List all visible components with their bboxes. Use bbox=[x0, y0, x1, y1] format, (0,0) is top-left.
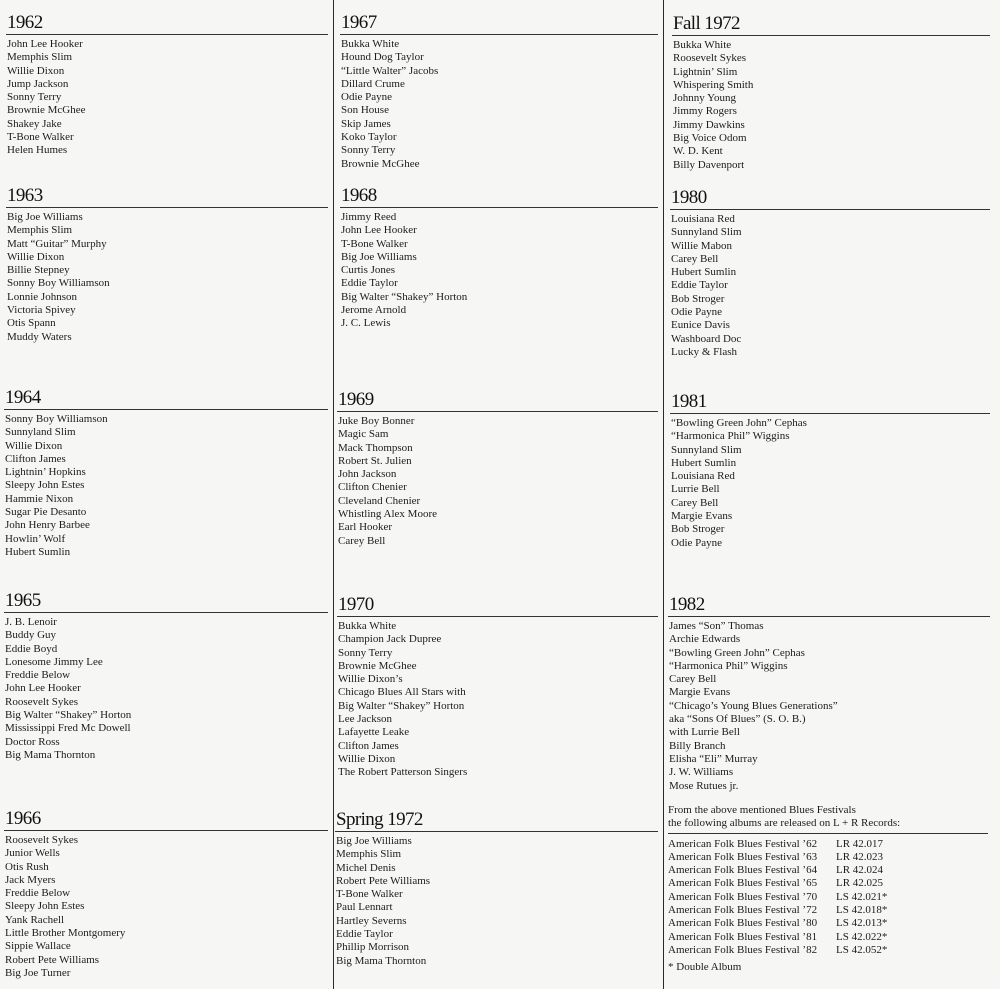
festival-section bbox=[4, 590, 328, 762]
artist-name: J. W. Williams bbox=[669, 766, 734, 779]
artist-name: Sunnyland Slim bbox=[671, 443, 742, 456]
artist-name: Washboard Doc bbox=[671, 332, 742, 345]
artist-name: Memphis Slim bbox=[336, 848, 402, 861]
album-title: American Folk Blues Festival ’64 bbox=[668, 864, 818, 877]
festival-year-heading: 1963 bbox=[6, 185, 328, 208]
artist-name: “Bowling Green John” Cephas bbox=[669, 646, 805, 659]
artist-name: Roosevelt Sykes bbox=[673, 52, 747, 65]
festival-year-heading: 1969 bbox=[337, 389, 658, 412]
artist-name: “Chicago’s Young Blues Generations” bbox=[669, 699, 838, 712]
artist-name: John Lee Hooker bbox=[7, 38, 83, 50]
artist-list bbox=[668, 617, 990, 793]
artist-name: Willie Dixon bbox=[7, 250, 65, 263]
artist-name: Lightnin’ Hopkins bbox=[5, 466, 86, 479]
festival-year-heading: 1962 bbox=[6, 12, 328, 35]
artist-name: Big Joe Williams bbox=[336, 835, 412, 847]
festival-section bbox=[340, 12, 658, 171]
artist-name: “Little Walter” Jacobs bbox=[341, 64, 439, 77]
artist-name: Matt “Guitar” Murphy bbox=[7, 237, 107, 250]
artist-name: Louisiana Red bbox=[671, 213, 735, 225]
album-catalog-number: LS 42.052* bbox=[836, 943, 888, 956]
artist-name: Michel Denis bbox=[336, 861, 396, 874]
festival-year-heading: 1964 bbox=[4, 387, 328, 410]
artist-name: John Lee Hooker bbox=[341, 224, 417, 237]
double-album-footnote: * Double Album bbox=[668, 961, 742, 974]
artist-name: Sugar Pie Desanto bbox=[5, 506, 87, 519]
festival-section bbox=[4, 808, 328, 980]
artist-name: Carey Bell bbox=[671, 496, 719, 509]
artist-name: Big Mama Thornton bbox=[5, 748, 96, 761]
artist-name: “Harmonica Phil” Wiggins bbox=[671, 430, 790, 443]
artist-name: Elisha “Eli” Murray bbox=[669, 752, 758, 765]
artist-name: “Bowling Green John” Cephas bbox=[671, 417, 807, 429]
artist-list bbox=[340, 35, 658, 171]
artist-name: Yank Rachell bbox=[5, 913, 65, 926]
album-catalog-number: LR 42.023 bbox=[836, 850, 884, 863]
artist-name: Hound Dog Taylor bbox=[341, 51, 424, 64]
artist-name: Memphis Slim bbox=[7, 51, 73, 64]
artist-name: Doctor Ross bbox=[5, 735, 60, 748]
artist-name: Brownie McGhee bbox=[7, 104, 86, 117]
festival-section bbox=[340, 185, 658, 331]
festival-section bbox=[670, 187, 990, 359]
artist-name: Billy Davenport bbox=[673, 158, 745, 171]
artist-name: Big Joe Williams bbox=[341, 250, 417, 263]
album-title: American Folk Blues Festival ’81 bbox=[668, 930, 818, 943]
artist-list bbox=[4, 831, 328, 980]
artist-name: Son House bbox=[341, 104, 389, 117]
artist-name: Lucky & Flash bbox=[671, 345, 737, 358]
artist-name: Brownie McGhee bbox=[341, 157, 420, 170]
album-catalog-number: LS 42.013* bbox=[836, 917, 888, 930]
artist-name: Sleepy John Estes bbox=[5, 479, 85, 492]
artist-name: Robert St. Julien bbox=[338, 454, 412, 467]
album-row bbox=[668, 851, 988, 864]
artist-name: Odie Payne bbox=[671, 306, 723, 319]
albums-divider bbox=[668, 832, 988, 834]
artist-name: Hubert Sumlin bbox=[671, 266, 737, 279]
album-row bbox=[668, 917, 988, 930]
festival-section bbox=[672, 13, 990, 172]
artist-name: Willie Dixon’s bbox=[338, 673, 403, 686]
artist-name: Dillard Crume bbox=[341, 77, 405, 90]
album-catalog-number: LR 42.024 bbox=[836, 864, 884, 877]
artist-name: Sleepy John Estes bbox=[5, 900, 85, 913]
artist-name: Chicago Blues All Stars with bbox=[338, 686, 466, 699]
artist-name: Odie Payne bbox=[341, 91, 393, 104]
artist-name: Earl Hooker bbox=[338, 521, 393, 534]
artist-name: Jimmy Dawkins bbox=[673, 118, 745, 131]
artist-name: Roosevelt Sykes bbox=[5, 834, 79, 846]
artist-name: Lightnin’ Slim bbox=[673, 65, 738, 78]
artist-list bbox=[670, 414, 990, 550]
artist-name: Paul Lennart bbox=[336, 901, 393, 914]
artist-name: Sunnyland Slim bbox=[671, 226, 742, 239]
artist-name: Buddy Guy bbox=[5, 629, 57, 642]
artist-name: Sonny Boy Williamson bbox=[5, 413, 108, 425]
artist-name: Curtis Jones bbox=[341, 264, 396, 277]
festival-year-heading: Spring 1972 bbox=[335, 809, 658, 832]
album-row bbox=[668, 864, 988, 877]
artist-name: Billy Branch bbox=[669, 739, 726, 752]
artist-name: Lafayette Leake bbox=[338, 726, 410, 739]
festival-section bbox=[670, 391, 990, 550]
artist-name: Jimmy Rogers bbox=[673, 105, 737, 118]
artist-name: Sonny Boy Williamson bbox=[7, 277, 110, 290]
column-divider-left bbox=[333, 0, 334, 989]
festival-year-heading: 1982 bbox=[668, 594, 990, 617]
artist-name: Junior Wells bbox=[5, 847, 60, 860]
artist-name: Big Walter “Shakey” Horton bbox=[341, 290, 468, 303]
artist-name: with Lurrie Bell bbox=[669, 726, 740, 739]
artist-list bbox=[337, 412, 658, 548]
album-title: American Folk Blues Festival ’65 bbox=[668, 877, 818, 890]
artist-name: Carey Bell bbox=[671, 252, 719, 265]
artist-name: “Harmonica Phil” Wiggins bbox=[669, 659, 788, 672]
album-catalog-number: LS 42.022* bbox=[836, 930, 888, 943]
artist-name: Otis Spann bbox=[7, 317, 56, 330]
artist-name: Big Voice Odom bbox=[673, 132, 747, 145]
festival-section bbox=[6, 185, 328, 344]
artist-name: Bukka White bbox=[341, 38, 400, 50]
festival-year-heading: 1981 bbox=[670, 391, 990, 414]
artist-name: Brownie McGhee bbox=[338, 659, 417, 672]
artist-name: Bukka White bbox=[338, 620, 397, 632]
artist-name: Phillip Morrison bbox=[336, 941, 410, 954]
artist-name: John Lee Hooker bbox=[5, 682, 81, 695]
artist-name: Lonesome Jimmy Lee bbox=[5, 655, 103, 668]
album-row bbox=[668, 931, 988, 944]
artist-name: Eddie Taylor bbox=[336, 928, 393, 941]
artist-name: W. D. Kent bbox=[673, 145, 723, 158]
artist-name: T-Bone Walker bbox=[341, 237, 408, 250]
artist-name: T-Bone Walker bbox=[336, 888, 403, 901]
artist-name: Helen Humes bbox=[7, 144, 68, 157]
artist-name: Sippie Wallace bbox=[5, 940, 71, 953]
column-divider-right bbox=[663, 0, 664, 989]
artist-name: Bob Stroger bbox=[671, 292, 725, 305]
festival-section bbox=[337, 594, 658, 780]
artist-name: Victoria Spivey bbox=[7, 304, 76, 317]
album-catalog-number: LR 42.017 bbox=[836, 837, 884, 850]
artist-name: Willie Mabon bbox=[671, 239, 732, 252]
artist-list bbox=[335, 832, 658, 968]
artist-name: Lee Jackson bbox=[338, 713, 393, 726]
artist-name: Jerome Arnold bbox=[341, 304, 407, 317]
artist-name: Clifton Chenier bbox=[338, 481, 407, 494]
artist-name: Sonny Terry bbox=[341, 144, 396, 157]
artist-name: Robert Pete Williams bbox=[5, 953, 100, 966]
artist-name: Freddie Below bbox=[5, 669, 71, 682]
artist-name: Johnny Young bbox=[673, 92, 736, 105]
artist-name: Whispering Smith bbox=[673, 78, 754, 91]
artist-name: Memphis Slim bbox=[7, 224, 73, 237]
festival-year-heading: 1965 bbox=[4, 590, 328, 613]
artist-name: Willie Dixon bbox=[5, 439, 63, 452]
artist-name: Billie Stepney bbox=[7, 264, 70, 277]
artist-name: John Henry Barbee bbox=[5, 519, 90, 532]
artist-list bbox=[670, 210, 990, 359]
artist-list bbox=[6, 35, 328, 158]
artist-name: Skip James bbox=[341, 117, 391, 130]
artist-name: J. B. Lenoir bbox=[5, 616, 57, 628]
artist-name: Hartley Severns bbox=[336, 914, 407, 927]
artist-name: Big Mama Thornton bbox=[336, 954, 427, 967]
artist-name: Jimmy Reed bbox=[341, 211, 397, 223]
artist-name: Roosevelt Sykes bbox=[5, 695, 79, 708]
artist-name: Little Brother Montgomery bbox=[5, 927, 126, 940]
album-row bbox=[668, 838, 988, 851]
artist-name: Shakey Jake bbox=[7, 117, 62, 130]
artist-name: Lurrie Bell bbox=[671, 483, 720, 496]
artist-name: Eunice Davis bbox=[671, 319, 730, 332]
artist-name: Champion Jack Dupree bbox=[338, 633, 442, 646]
artist-name: Carey Bell bbox=[338, 534, 386, 547]
artist-name: Margie Evans bbox=[669, 686, 731, 699]
artist-list bbox=[337, 617, 658, 780]
artist-list bbox=[4, 410, 328, 559]
artist-list bbox=[6, 208, 328, 344]
album-catalog-number: LR 42.025 bbox=[836, 877, 884, 890]
album-title: American Folk Blues Festival ’70 bbox=[668, 890, 818, 903]
artist-name: Hubert Sumlin bbox=[671, 456, 737, 469]
festival-section bbox=[4, 387, 328, 559]
album-catalog-number: LS 42.018* bbox=[836, 904, 888, 917]
artist-name: aka “Sons Of Blues” (S. O. B.) bbox=[669, 713, 806, 726]
artist-list bbox=[340, 208, 658, 331]
album-title: American Folk Blues Festival ’82 bbox=[668, 943, 818, 956]
artist-list bbox=[4, 613, 328, 762]
festival-year-heading: 1980 bbox=[670, 187, 990, 210]
artist-name: Cleveland Chenier bbox=[338, 494, 421, 507]
artist-name: Sonny Terry bbox=[338, 646, 393, 659]
album-row bbox=[668, 877, 988, 890]
artist-name: Clifton James bbox=[5, 452, 66, 465]
artist-name: J. C. Lewis bbox=[341, 317, 391, 330]
artist-name: Mose Rutues jr. bbox=[669, 779, 739, 792]
album-row bbox=[668, 904, 988, 917]
artist-name: Odie Payne bbox=[671, 536, 723, 549]
artist-name: Juke Boy Bonner bbox=[338, 415, 415, 427]
festival-year-heading: Fall 1972 bbox=[672, 13, 990, 36]
album-catalog-number: LS 42.021* bbox=[836, 890, 888, 903]
album-list bbox=[668, 838, 988, 958]
album-row bbox=[668, 891, 988, 904]
artist-name: Mississippi Fred Mc Dowell bbox=[5, 722, 131, 735]
artist-name: Bukka White bbox=[673, 39, 732, 51]
albums-intro-line-1: From the above mentioned Blues Festivals bbox=[668, 804, 856, 816]
festival-year-heading: 1968 bbox=[340, 185, 658, 208]
artist-name: Koko Taylor bbox=[341, 131, 397, 144]
artist-name: Margie Evans bbox=[671, 510, 733, 523]
festival-year-heading: 1966 bbox=[4, 808, 328, 831]
artist-name: Jack Myers bbox=[5, 873, 56, 886]
artist-name: Magic Sam bbox=[338, 428, 389, 441]
album-row bbox=[668, 944, 988, 957]
artist-name: John Jackson bbox=[338, 468, 397, 481]
album-title: American Folk Blues Festival ’72 bbox=[668, 904, 818, 917]
album-title: American Folk Blues Festival ’63 bbox=[668, 850, 818, 863]
artist-name: Hubert Sumlin bbox=[5, 545, 71, 558]
festival-section bbox=[337, 389, 658, 548]
artist-name: Archie Edwards bbox=[669, 633, 741, 646]
artist-name: Big Walter “Shakey” Horton bbox=[338, 699, 465, 712]
artist-name: Willie Dixon bbox=[7, 64, 65, 77]
artist-name: Clifton James bbox=[338, 739, 399, 752]
artist-name: Big Walter “Shakey” Horton bbox=[5, 709, 132, 722]
artist-name: Jump Jackson bbox=[7, 77, 69, 90]
artist-name: Hammie Nixon bbox=[5, 492, 74, 505]
artist-name: Lonnie Johnson bbox=[7, 290, 77, 303]
artist-name: Muddy Waters bbox=[7, 330, 72, 343]
festival-section bbox=[668, 594, 990, 793]
albums-intro-line-2: the following albums are released on L + R Records: bbox=[668, 817, 901, 830]
artist-name: Big Joe Turner bbox=[5, 966, 71, 979]
artist-name: Carey Bell bbox=[669, 673, 717, 686]
festival-section bbox=[335, 809, 658, 968]
artist-name: Robert Pete Williams bbox=[336, 874, 431, 887]
artist-name: The Robert Patterson Singers bbox=[338, 766, 468, 779]
artist-name: Eddie Boyd bbox=[5, 642, 58, 655]
artist-name: T-Bone Walker bbox=[7, 131, 74, 144]
artist-name: Whistling Alex Moore bbox=[338, 508, 437, 521]
festival-section bbox=[6, 12, 328, 158]
artist-name: Eddie Taylor bbox=[671, 279, 728, 292]
artist-name: Big Joe Williams bbox=[7, 211, 83, 223]
artist-name: Otis Rush bbox=[5, 860, 49, 873]
albums-section bbox=[668, 804, 988, 975]
festival-year-heading: 1967 bbox=[340, 12, 658, 35]
artist-name: Sonny Terry bbox=[7, 91, 62, 104]
album-title: American Folk Blues Festival ’62 bbox=[668, 837, 818, 850]
album-title: American Folk Blues Festival ’80 bbox=[668, 917, 818, 930]
artist-name: Freddie Below bbox=[5, 887, 71, 900]
artist-list bbox=[672, 36, 990, 172]
artist-name: Bob Stroger bbox=[671, 523, 725, 536]
festival-year-heading: 1970 bbox=[337, 594, 658, 617]
artist-name: James “Son” Thomas bbox=[669, 620, 764, 632]
artist-name: Sunnyland Slim bbox=[5, 426, 76, 439]
artist-name: Mack Thompson bbox=[338, 441, 413, 454]
artist-name: Eddie Taylor bbox=[341, 277, 398, 290]
artist-name: Louisiana Red bbox=[671, 470, 735, 483]
artist-name: Willie Dixon bbox=[338, 752, 396, 765]
artist-name: Howlin’ Wolf bbox=[5, 532, 66, 545]
